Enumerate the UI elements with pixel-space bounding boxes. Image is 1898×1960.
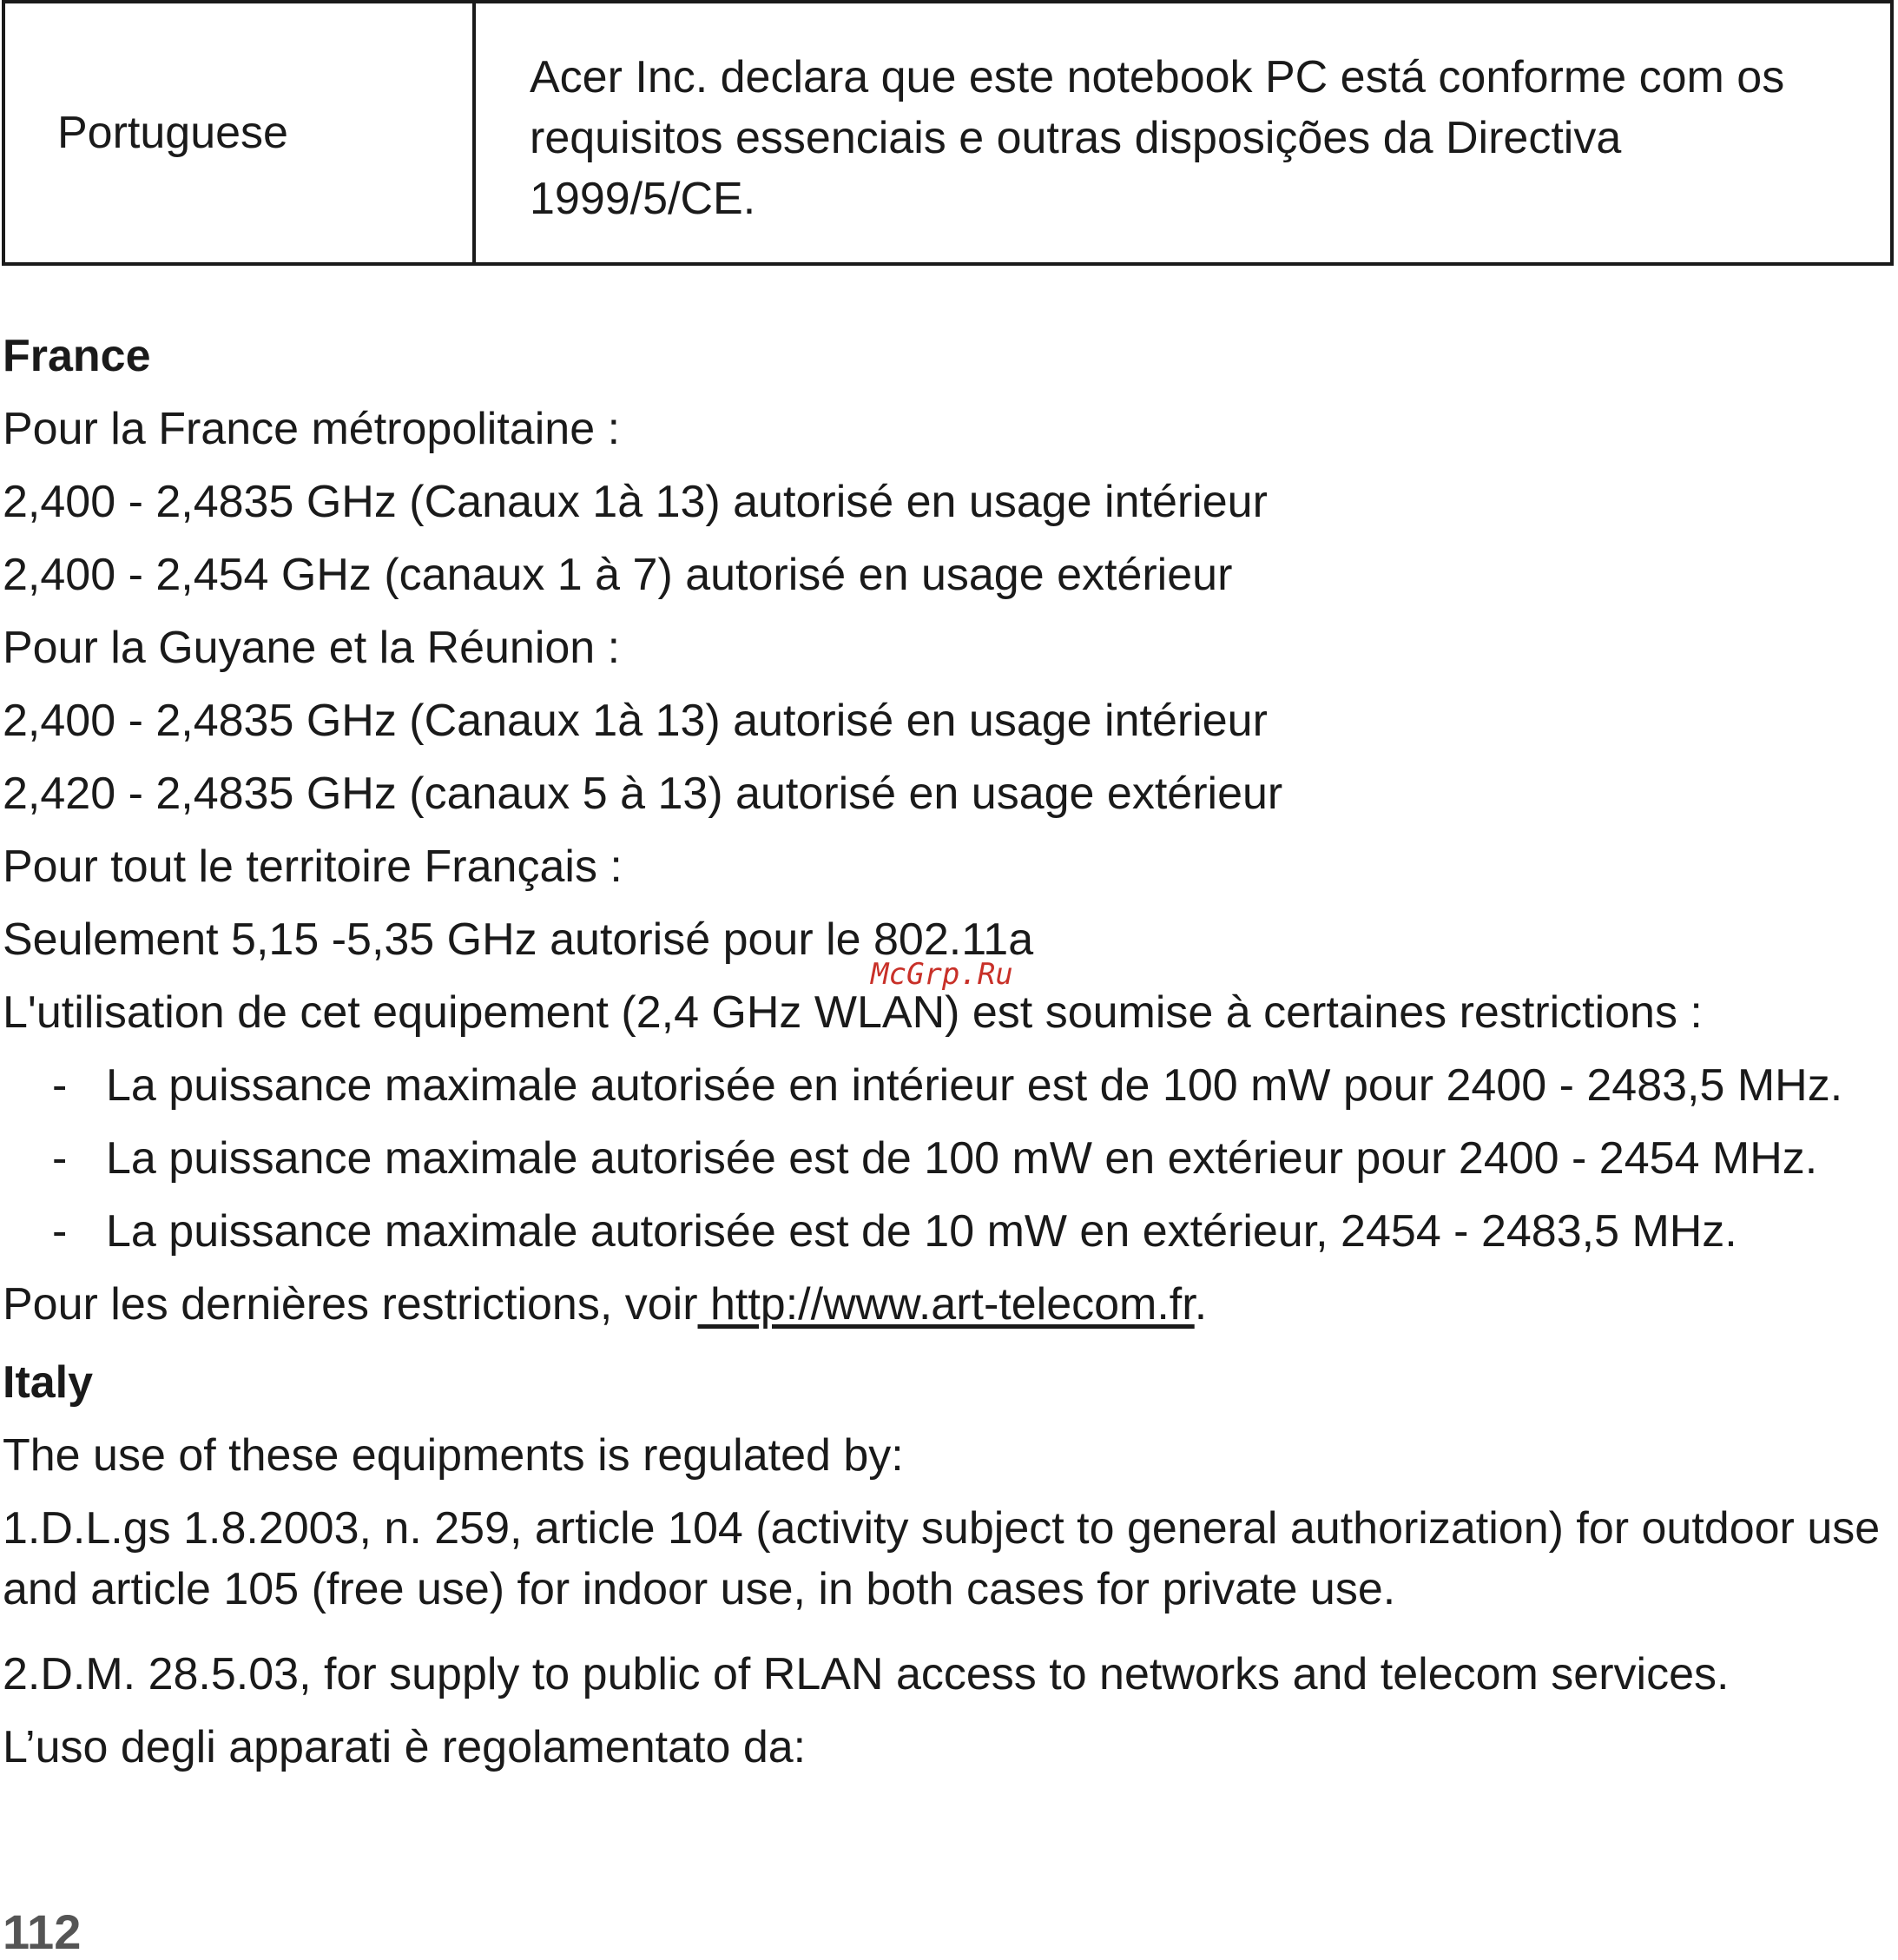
- italy-item-2: 2.D.M. 28.5.03, for supply to public of RLAN access to networks and telecom services.: [3, 1649, 1730, 1699]
- declaration-table: [2, 0, 1894, 266]
- art-telecom-link[interactable]: http://www.art-telecom.fr: [697, 1279, 1195, 1330]
- page-number: 112: [3, 1904, 82, 1959]
- france-line: Pour la France métropolitaine :: [3, 404, 621, 454]
- france-heading: France: [3, 331, 151, 381]
- france-line: 2,420 - 2,4835 GHz (canaux 5 à 13) autorisé en usage extérieur: [3, 769, 1283, 819]
- restrictions-line: [3, 1278, 1207, 1330]
- france-line: 2,400 - 2,4835 GHz (Canaux 1à 13) autorisé en usage intérieur: [3, 477, 1268, 527]
- italy-intro: The use of these equipments is regulated by:: [3, 1430, 904, 1481]
- france-line: 2,400 - 2,454 GHz (canaux 1 à 7) autorisé en usage extérieur: [3, 550, 1233, 600]
- table-language-cell: [5, 3, 476, 262]
- table-declaration-cell: [476, 3, 1890, 262]
- france-line: L'utilisation de cet equipement (2,4 GHz WLAN) est soumise à certaines restrictions :: [3, 987, 1703, 1038]
- france-line: Pour tout le territoire Français :: [3, 841, 623, 892]
- bullet-marker: -: [52, 1133, 68, 1184]
- france-line: 2,400 - 2,4835 GHz (Canaux 1à 13) autorisé en usage intérieur: [3, 696, 1268, 746]
- watermark: McGrp.Ru: [871, 957, 1013, 992]
- bullet-marker: -: [52, 1206, 68, 1257]
- france-line: Seulement 5,15 -5,35 GHz autorisé pour le 802.11a: [3, 914, 1034, 965]
- italian-intro: L’uso degli apparati è regolamentato da:: [3, 1722, 807, 1772]
- list-item: [52, 1059, 1842, 1112]
- france-line: Pour la Guyane et la Réunion :: [3, 623, 621, 673]
- italy-heading: Italy: [3, 1357, 94, 1408]
- restrictions-prefix: Pour les dernières restrictions, voir: [3, 1279, 698, 1330]
- bullet-text: La puissance maximale autorisée est de 100 mW en extérieur pour 2400 - 2454 MHz.: [106, 1133, 1818, 1184]
- bullet-text: La puissance maximale autorisée est de 10 mW en extérieur, 2454 - 2483,5 MHz.: [106, 1206, 1737, 1257]
- restrictions-suffix: .: [1194, 1279, 1208, 1330]
- list-item: [52, 1132, 1817, 1185]
- bullet-marker: -: [52, 1060, 68, 1111]
- language-label: Portuguese: [57, 108, 288, 158]
- italy-item-1: 1.D.L.gs 1.8.2003, n. 259, article 104 (activity subject to general authorization) for outdoor use and article 105 (free use) for indoor use, in both cases for private use.: [3, 1503, 1881, 1614]
- list-item: [52, 1205, 1737, 1257]
- bullet-text: La puissance maximale autorisée en intérieur est de 100 mW pour 2400 - 2483,5 MHz.: [106, 1060, 1843, 1111]
- declaration-text: Acer Inc. declara que este notebook PC está conforme com os requisitos essenciais e outras disposições da Directiva 1999/5/CE.: [530, 52, 1785, 224]
